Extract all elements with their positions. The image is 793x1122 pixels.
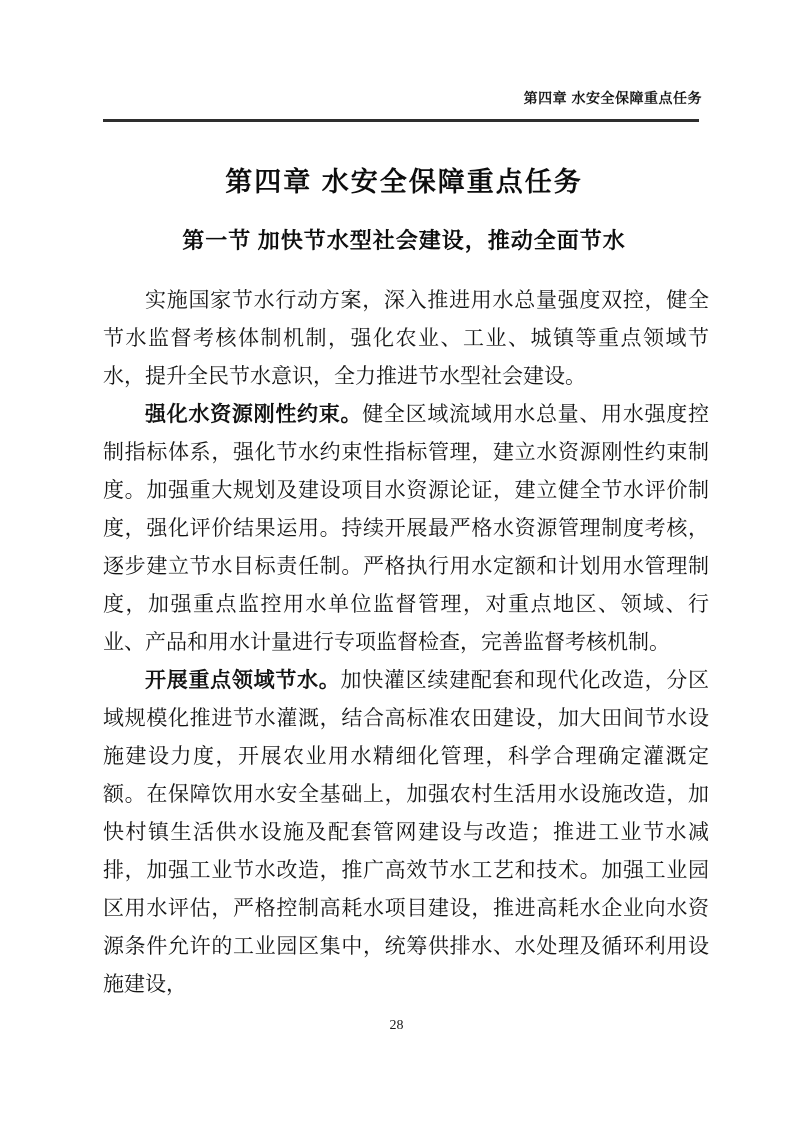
page-number: 28	[389, 1018, 404, 1033]
body-text	[103, 281, 709, 1003]
page-footer	[0, 1018, 793, 1034]
paragraph-intro	[103, 281, 709, 395]
paragraph-rigid-constraint-text: 健全区域流域用水总量、用水强度控制指标体系，强化节水约束性指标管理，建立水资源刚性约束制度。加强重大规划及建设项目水资源论证，建立健全节水评价制度，强化评价结果运用。持续开展最严格水资源管理制度考核，逐步建立节水目标责任制。严格执行用水定额和计划用水管理制度，加强重点监控用水单位监督管理，对重点地区、领域、行业、产品和用水计量进行专项监督检查，完善监督考核机制。	[103, 402, 710, 654]
paragraph-intro-text: 实施国家节水行动方案，深入推进用水总量强度双控，健全节水监督考核体制机制，强化农业、工业、城镇等重点领域节水，提升全民节水意识，全力推进节水型社会建设。	[103, 288, 709, 388]
running-header-text: 第四章 水安全保障重点任务	[523, 90, 702, 106]
paragraph-key-fields-text: 加快灌区续建配套和现代化改造，分区域规模化推进节水灌溉，结合高标准农田建设，加大田间节水设施建设力度，开展农业用水精细化管理，科学合理确定灌溉定额。在保障饮用水安全基础上，加强农村生活用水设施改造，加快村镇生活供水设施及配套管网建设与改造；推进工业节水减排，加强工业节水改造，推广高效节水工艺和技术。加强工业园区用水评估，严格控制高耗水项目建设，推进高耗水企业向水资源条件允许的工业园区集中，统筹供排水、水处理及循环利用设施建设，	[103, 668, 710, 996]
chapter-title: 第四章 水安全保障重点任务	[225, 167, 583, 197]
paragraph-key-fields	[103, 661, 709, 1003]
paragraph-rigid-constraint	[103, 395, 709, 661]
section-title: 第一节 加快节水型社会建设，推动全面节水	[182, 228, 626, 253]
paragraph-key-fields-lead: 开展重点领域节水。	[145, 668, 341, 692]
paragraph-rigid-constraint-lead: 强化水资源刚性约束。	[145, 402, 363, 426]
header-rule	[103, 119, 699, 122]
running-header	[103, 88, 702, 108]
